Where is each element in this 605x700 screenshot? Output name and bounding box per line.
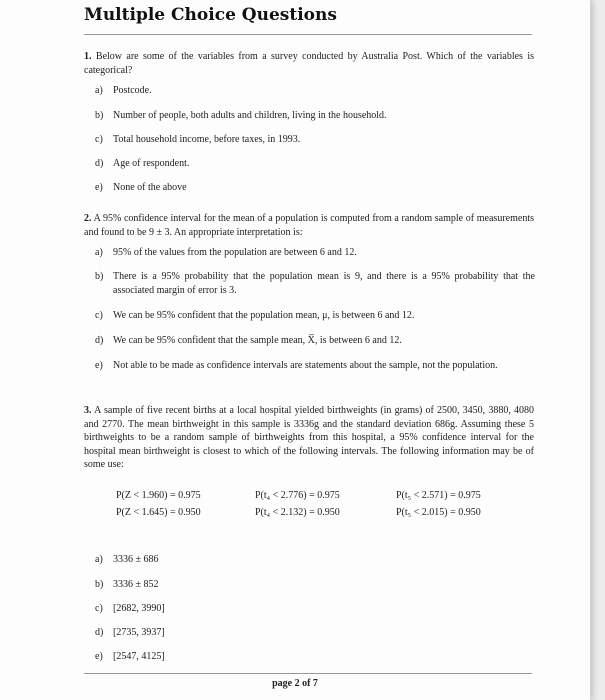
- question-1-text: Below are some of the variables from a survey conducted by Australia Post. Which of the variables is categorical?: [84, 51, 534, 76]
- probability-t5-2015: P(t₅ < 2.015) = 0.950: [396, 507, 481, 518]
- question-2-option-c: c) We can be 95% confident that the population mean, μ, is between 6 and 12.: [95, 310, 415, 321]
- probability-t4-2776: P(t₄ < 2.776) = 0.975: [255, 490, 340, 501]
- question-2-number: 2.: [84, 213, 92, 224]
- question-1-option-d: d) Age of respondent.: [95, 158, 190, 169]
- footer-divider: [84, 673, 532, 674]
- question-1-option-b: b) Number of people, both adults and children, living in the household.: [95, 110, 387, 121]
- question-2-option-e: e) Not able to be made as confidence intervals are statements about the sample, not the population.: [95, 360, 498, 371]
- question-2-option-a: a) 95% of the values from the population are between 6 and 12.: [95, 247, 357, 258]
- question-3-option-c: c) [2682, 3990]: [95, 603, 165, 614]
- question-3-option-e: e) [2547, 4125]: [95, 651, 165, 662]
- question-2-option-d: d) We can be 95% confident that the sample mean, X̅, is between 6 and 12.: [95, 335, 402, 346]
- question-1-option-c: c) Total household income, before taxes, in 1993.: [95, 134, 301, 145]
- page-title: Multiple Choice Questions: [84, 5, 337, 25]
- question-2-text: A 95% confidence interval for the mean of a population is computed from a random sample of measurements and found to be 9 ± 3. An appropriate interpretation is:: [84, 213, 534, 238]
- question-1-number: 1.: [84, 51, 92, 62]
- question-1-stem: [84, 50, 534, 77]
- question-2-option-b: b) There is a 95% probability that the population mean is 9, and there is a 95% probability that the associated margin of error is 3.: [95, 271, 535, 296]
- question-3-option-a: a) 3336 ± 686: [95, 554, 159, 565]
- probability-t5-2571: P(t₅ < 2.571) = 0.975: [396, 490, 481, 501]
- question-3-option-b: b) 3336 ± 852: [95, 579, 159, 590]
- probability-z-1645: P(Z < 1.645) = 0.950: [116, 507, 201, 518]
- question-2-stem: [84, 212, 534, 239]
- question-3-text: A sample of five recent births at a local hospital yielded birthweights (in grams) of 2500, 3450, 3880, 4080 and 2770. The mean birthweight in this sample is 3336g and the standard deviation 686g. Assuming these 5 birthweights to be a random sample of birthweights from this hospital, a 95% confidence interval for the hospital mean birthweight is closest to which of the following intervals. The following information may be of some use:: [84, 405, 535, 470]
- question-3-option-d: d) [2735, 3937]: [95, 627, 165, 638]
- probability-t4-2132: P(t₄ < 2.132) = 0.950: [255, 507, 340, 518]
- probability-z-1960: P(Z < 1.960) = 0.975: [116, 490, 201, 501]
- question-1-option-e: e) None of the above: [95, 182, 187, 193]
- title-divider: [84, 34, 532, 35]
- question-3-stem: [84, 404, 534, 472]
- page-number: page 2 of 7: [272, 678, 318, 689]
- question-3-number: 3.: [84, 405, 92, 416]
- question-1-option-a: a) Postcode.: [95, 85, 152, 96]
